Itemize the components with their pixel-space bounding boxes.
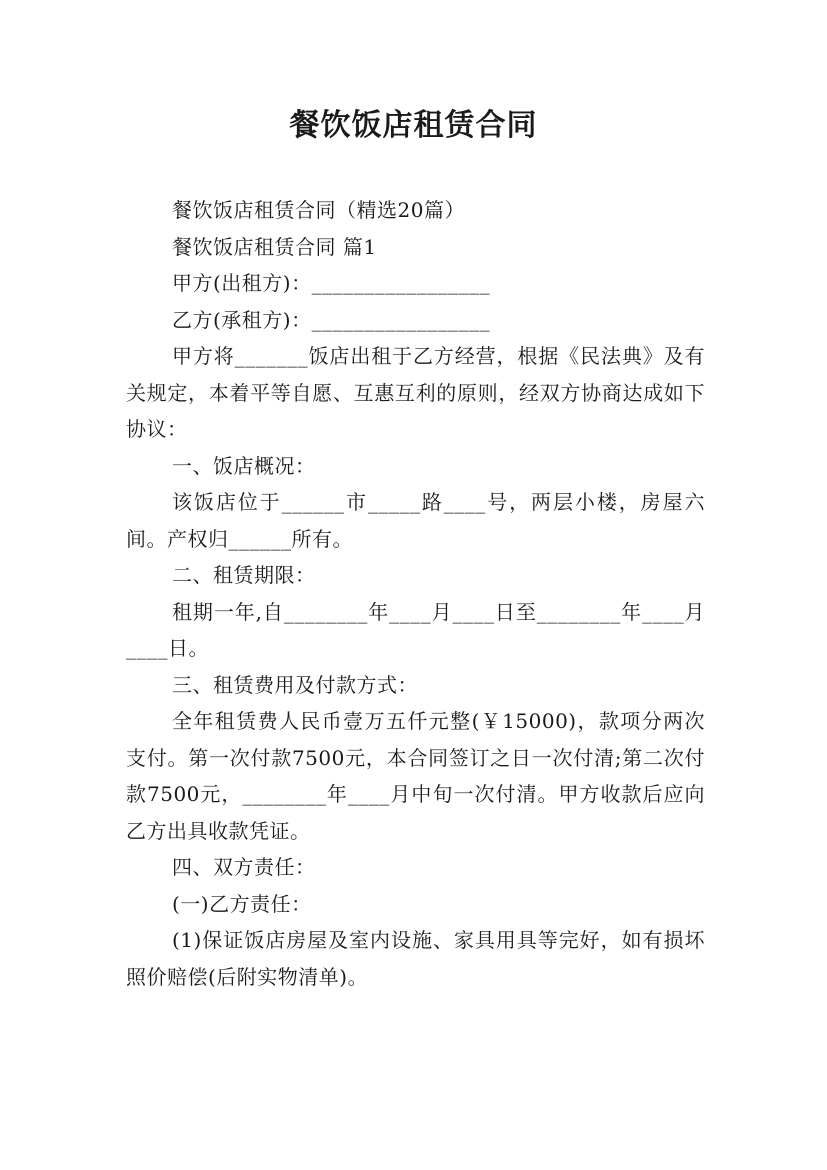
heading-term: 二、租赁期限： bbox=[172, 563, 316, 587]
document-body bbox=[126, 192, 705, 995]
paragraph-clause-1: (1)保证饭店房屋及室内设施、家具用具等完好，如有损坏照价赔偿(后附实物清单)。 bbox=[126, 928, 705, 989]
paragraph-section-title: 餐饮饭店租赁合同 篇1 bbox=[172, 234, 377, 259]
heading-overview: 一、饭店概况： bbox=[172, 453, 316, 478]
document-title: 餐饮饭店租赁合同 bbox=[289, 108, 538, 143]
paragraph-fees: 全年租赁费人民币壹万五仟元整(￥15000)，款项分两次支付。第一次付款7500元，本合同签订之日一次付清;第二次付款7500元，________年____月中旬一次付清。甲方收款后应向乙方出具收款凭证。 bbox=[126, 709, 705, 843]
heading-fees: 三、租赁费用及付款方式： bbox=[172, 672, 418, 697]
paragraph-intro: 甲方将_______饭店出租于乙方经营，根据《民法典》及有关规定，本着平等自愿、互惠互利的原则，经双方协商达成如下协议： bbox=[126, 344, 705, 441]
paragraph-party-b: 乙方(承租方)：_________________ bbox=[172, 307, 491, 332]
paragraph-party-a: 甲方(出租方)：_________________ bbox=[172, 271, 491, 295]
paragraph-location: 该饭店位于______市_____路____号，两层小楼，房屋六间。产权归______所有。 bbox=[126, 490, 705, 551]
heading-responsibilities: 四、双方责任： bbox=[172, 855, 316, 879]
paragraph-term: 租期一年,自________年____月____日至________年____月____日。 bbox=[126, 599, 705, 660]
heading-party-b-responsibility: (一)乙方责任： bbox=[172, 891, 312, 916]
paragraph-subtitle: 餐饮饭店租赁合同（精选20篇） bbox=[172, 198, 465, 222]
